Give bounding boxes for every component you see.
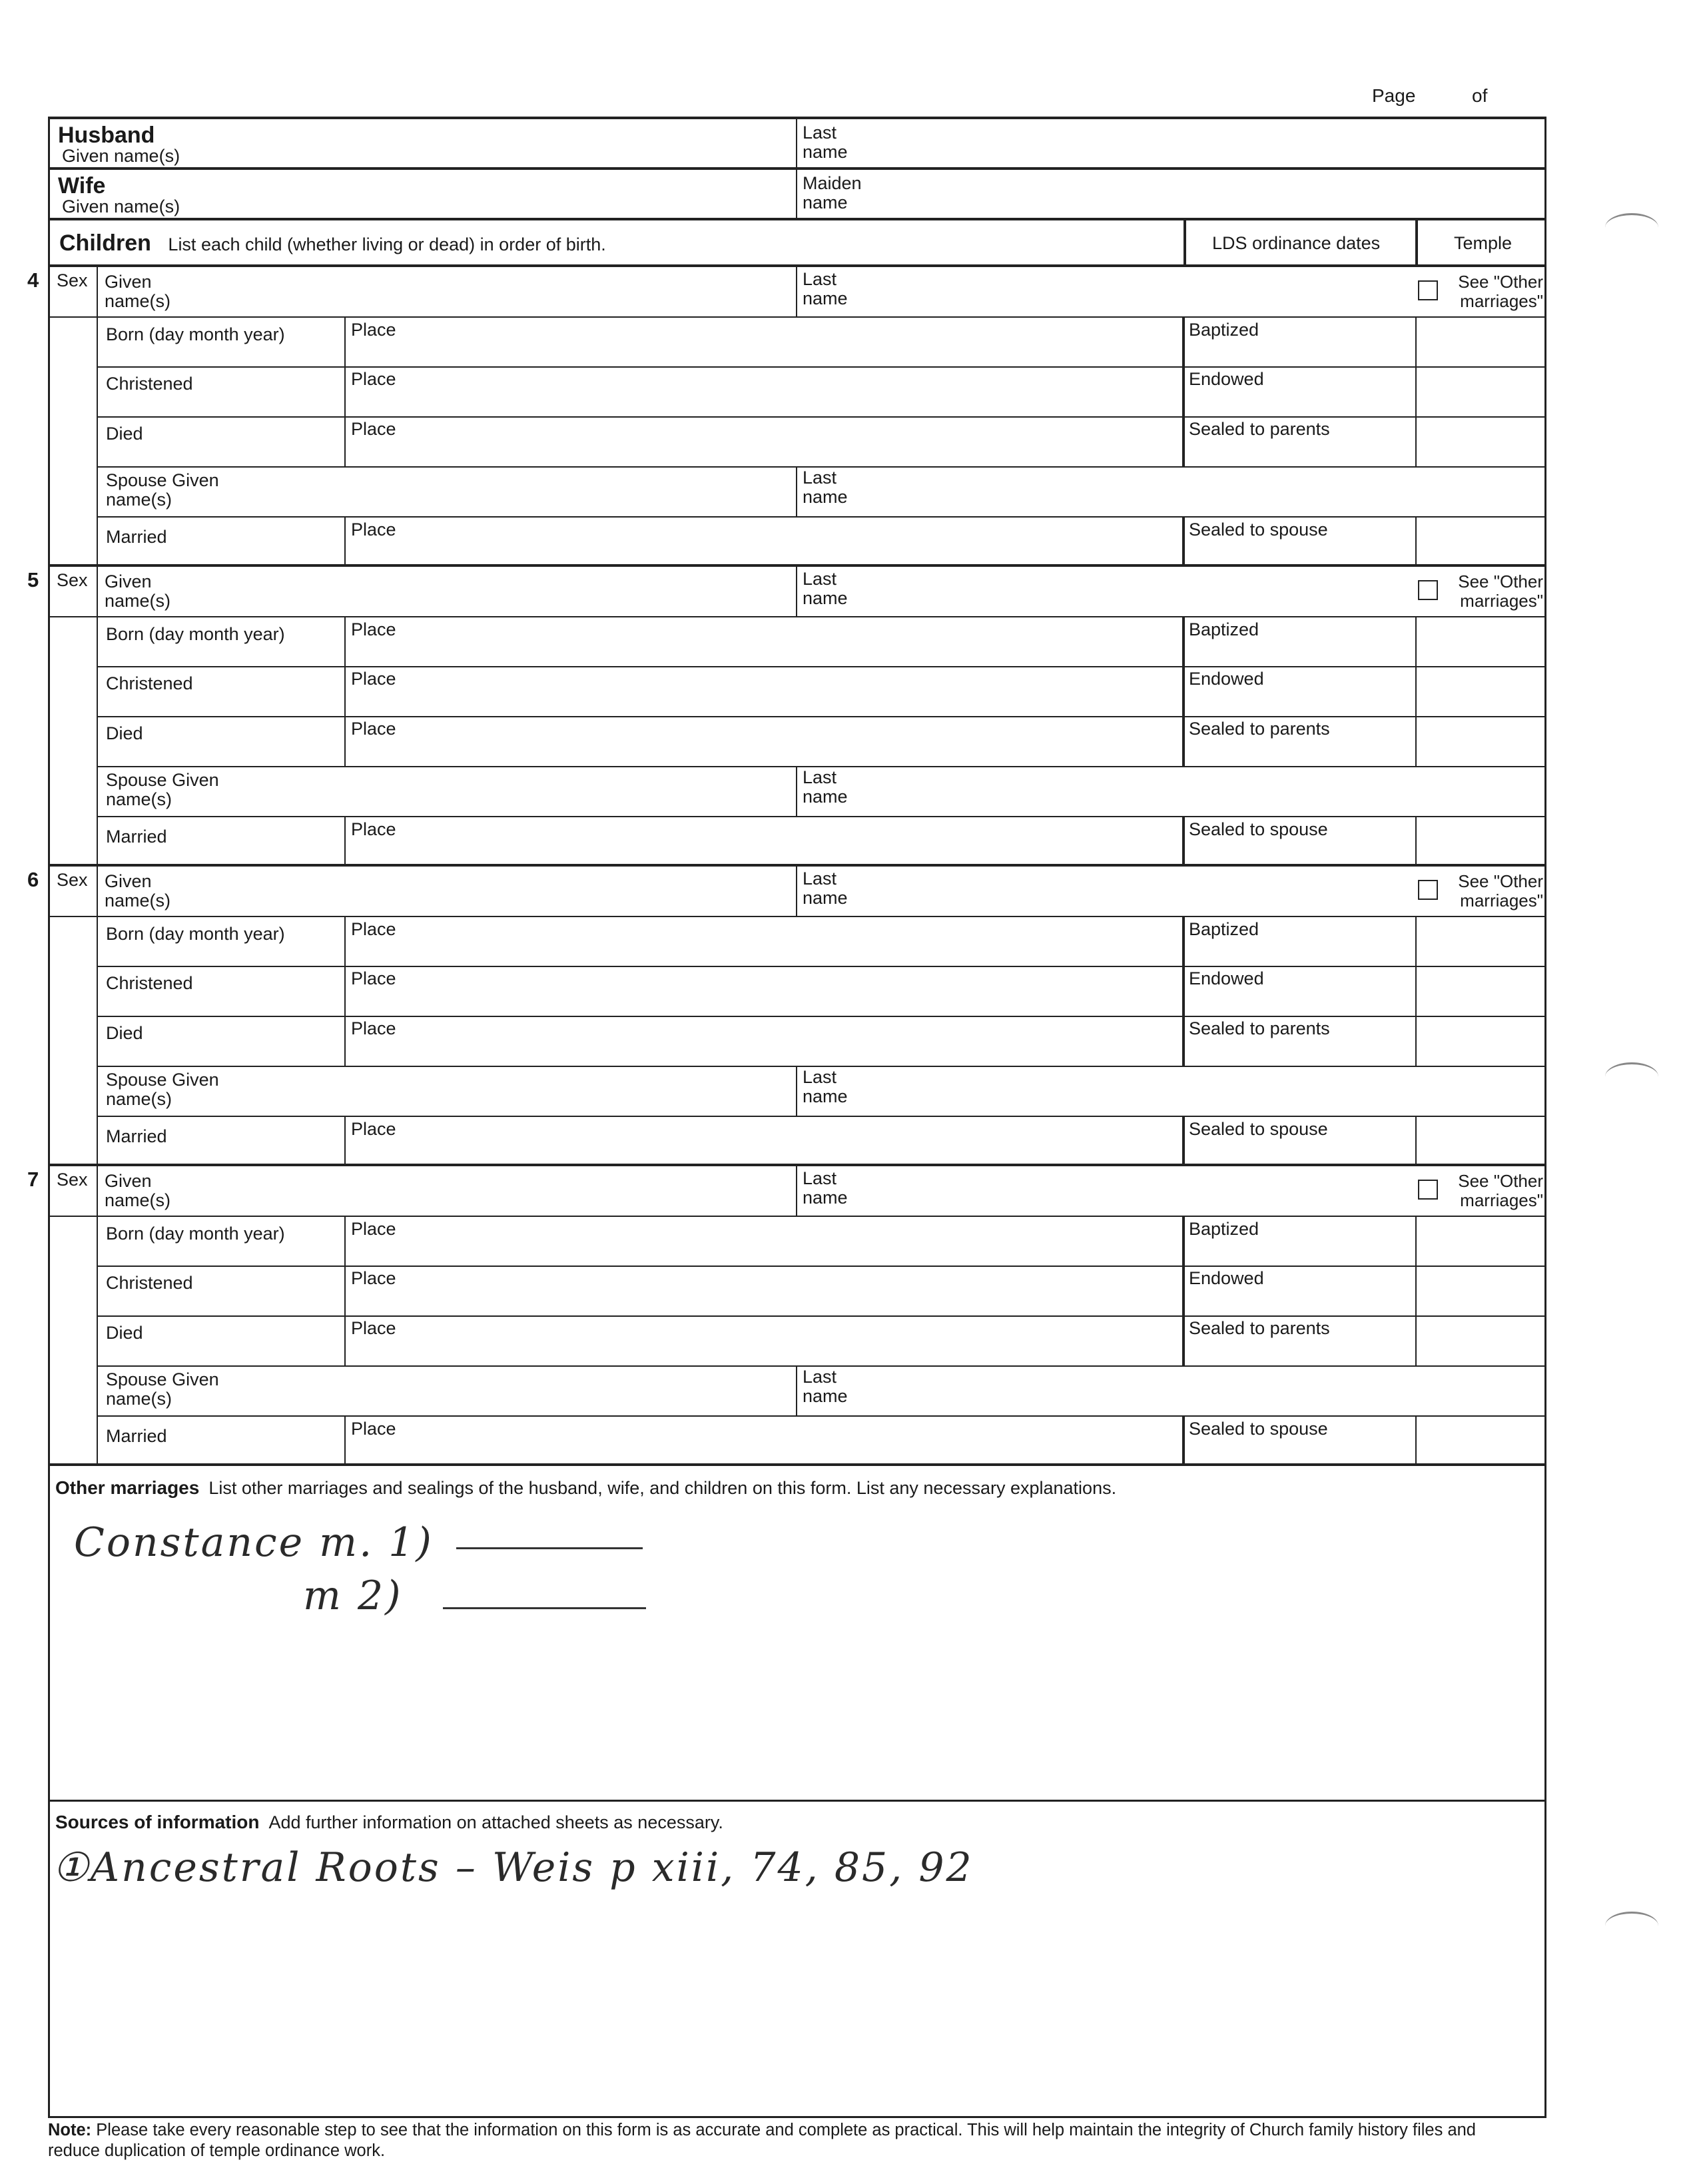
sex-label[interactable]: Sex — [57, 570, 88, 590]
died-label[interactable]: Died — [106, 723, 143, 743]
husband-row — [48, 117, 1546, 167]
born-place-label[interactable]: Place — [351, 320, 396, 340]
endowed-label[interactable]: Endowed — [1189, 1268, 1264, 1288]
husband-given-label[interactable]: Given name(s) — [62, 146, 180, 166]
other-marriages-checkbox[interactable] — [1418, 1180, 1438, 1200]
wife-title: Wife — [58, 173, 106, 198]
married-label[interactable]: Married — [106, 527, 167, 547]
endowed-label[interactable]: Endowed — [1189, 369, 1264, 389]
baptized-label[interactable]: Baptized — [1189, 619, 1259, 639]
christened-place-label[interactable]: Place — [351, 968, 396, 988]
endowed-label[interactable]: Endowed — [1189, 669, 1264, 689]
husband-last-label[interactable]: Last name — [803, 123, 848, 162]
married-place-label[interactable]: Place — [351, 520, 396, 540]
see-other-marriages-label: See "Other marriages" — [1458, 1171, 1543, 1210]
wife-row — [48, 167, 1546, 218]
born-label[interactable]: Born (day month year) — [106, 924, 285, 944]
handwritten-other-marriage-2: m 2) — [303, 1573, 403, 1619]
died-place-label[interactable]: Place — [351, 719, 396, 739]
family-group-form — [27, 117, 1546, 2118]
binder-mark — [1605, 1062, 1658, 1091]
lds-ordinance-label: LDS ordinance dates — [1212, 233, 1381, 253]
children-title-wrap — [59, 231, 606, 255]
husband-title: Husband — [58, 123, 155, 148]
died-label[interactable]: Died — [106, 424, 143, 444]
child-block — [27, 264, 1546, 564]
sealed-to-spouse-label[interactable]: Sealed to spouse — [1189, 1419, 1328, 1439]
christened-label[interactable]: Christened — [106, 374, 193, 394]
christened-place-label[interactable]: Place — [351, 1268, 396, 1288]
married-place-label[interactable]: Place — [351, 1119, 396, 1139]
child-number: 5 — [27, 568, 39, 591]
children-header — [48, 218, 1546, 264]
married-label[interactable]: Married — [106, 1126, 167, 1146]
sealed-to-parents-label[interactable]: Sealed to parents — [1189, 1018, 1330, 1038]
spouse-last-label[interactable]: Last name — [803, 1367, 848, 1406]
married-place-label[interactable]: Place — [351, 819, 396, 839]
born-place-label[interactable]: Place — [351, 619, 396, 639]
baptized-label[interactable]: Baptized — [1189, 320, 1259, 340]
sex-label[interactable]: Sex — [57, 270, 88, 290]
note-label: Note: — [48, 2121, 92, 2139]
sealed-to-parents-label[interactable]: Sealed to parents — [1189, 419, 1330, 439]
christened-label[interactable]: Christened — [106, 973, 193, 993]
other-marriages-checkbox[interactable] — [1418, 580, 1438, 600]
wife-maiden-label[interactable]: Maiden name — [803, 173, 862, 212]
of-label: of — [1472, 85, 1488, 106]
sex-label[interactable]: Sex — [57, 1170, 88, 1190]
born-label[interactable]: Born (day month year) — [106, 1224, 285, 1244]
sealed-to-parents-label[interactable]: Sealed to parents — [1189, 1318, 1330, 1338]
sealed-to-parents-label[interactable]: Sealed to parents — [1189, 719, 1330, 739]
page-number-header — [1372, 85, 1488, 107]
child-last-label[interactable]: Last name — [803, 869, 848, 908]
child-given-label[interactable]: Given name(s) — [105, 871, 171, 910]
page-label: Page — [1372, 85, 1416, 106]
sources-header — [55, 1812, 723, 1832]
born-place-label[interactable]: Place — [351, 919, 396, 939]
spouse-given-label[interactable]: Spouse Given name(s) — [106, 1369, 219, 1409]
child-given-label[interactable]: Given name(s) — [105, 571, 171, 611]
spouse-last-label[interactable]: Last name — [803, 468, 848, 507]
spouse-given-label[interactable]: Spouse Given name(s) — [106, 770, 219, 809]
christened-place-label[interactable]: Place — [351, 369, 396, 389]
see-other-marriages-label: See "Other marriages" — [1458, 871, 1543, 910]
sources-title: Sources of information — [55, 1812, 260, 1832]
sealed-to-spouse-label[interactable]: Sealed to spouse — [1189, 520, 1328, 540]
spouse-last-label[interactable]: Last name — [803, 1067, 848, 1106]
children-instruction: List each child (whether living or dead) in order of birth. — [168, 234, 606, 254]
sources-section — [48, 1800, 1546, 2118]
died-place-label[interactable]: Place — [351, 419, 396, 439]
spouse-given-label[interactable]: Spouse Given name(s) — [106, 1070, 219, 1109]
children-title: Children — [59, 230, 151, 256]
christened-label[interactable]: Christened — [106, 673, 193, 693]
child-number: 4 — [27, 268, 39, 292]
sealed-to-spouse-label[interactable]: Sealed to spouse — [1189, 819, 1328, 839]
see-other-marriages-label: See "Other marriages" — [1458, 272, 1543, 311]
other-marriages-title: Other marriages — [55, 1477, 200, 1498]
spouse-given-label[interactable]: Spouse Given name(s) — [106, 470, 219, 510]
married-place-label[interactable]: Place — [351, 1419, 396, 1439]
child-block — [27, 1164, 1546, 1463]
handwritten-underline-2 — [443, 1607, 646, 1609]
sources-instruction: Add further information on attached sheets as necessary. — [268, 1812, 723, 1832]
other-marriages-checkbox[interactable] — [1418, 280, 1438, 300]
baptized-label[interactable]: Baptized — [1189, 1219, 1259, 1239]
child-last-label[interactable]: Last name — [803, 569, 848, 608]
child-given-label[interactable]: Given name(s) — [105, 272, 171, 311]
christened-label[interactable]: Christened — [106, 1273, 193, 1293]
child-given-label[interactable]: Given name(s) — [105, 1171, 171, 1210]
other-marriages-section — [48, 1463, 1546, 1800]
child-number: 7 — [27, 1168, 39, 1191]
other-marriages-header — [55, 1478, 1116, 1498]
died-label[interactable]: Died — [106, 1023, 143, 1043]
sex-label[interactable]: Sex — [57, 870, 88, 890]
born-label[interactable]: Born (day month year) — [106, 324, 285, 344]
died-place-label[interactable]: Place — [351, 1018, 396, 1038]
wife-given-label[interactable]: Given name(s) — [62, 196, 180, 216]
baptized-label[interactable]: Baptized — [1189, 919, 1259, 939]
christened-place-label[interactable]: Place — [351, 669, 396, 689]
born-label[interactable]: Born (day month year) — [106, 624, 285, 644]
child-last-label[interactable]: Last name — [803, 1168, 848, 1208]
footer-note — [48, 2120, 1526, 2161]
handwritten-underline-1 — [456, 1547, 643, 1549]
temple-label: Temple — [1454, 233, 1513, 253]
children-list — [27, 264, 1546, 1463]
child-last-label[interactable]: Last name — [803, 269, 848, 308]
handwritten-other-marriage-1: Constance m. 1) — [74, 1519, 434, 1566]
other-marriages-checkbox[interactable] — [1418, 880, 1438, 900]
see-other-marriages-label: See "Other marriages" — [1458, 571, 1543, 611]
note-text: Please take every reasonable step to see that the information on this form is as accurate and complete as practical. This will help maintain the integrity of Church family history files and reduce duplication of temple ordinance work. — [48, 2121, 1476, 2160]
other-marriages-instruction: List other marriages and sealings of the husband, wife, and children on this form. List any necessary explanations. — [208, 1478, 1117, 1498]
child-number: 6 — [27, 868, 39, 891]
binder-mark — [1605, 213, 1658, 242]
married-label[interactable]: Married — [106, 827, 167, 847]
died-place-label[interactable]: Place — [351, 1318, 396, 1338]
sealed-to-spouse-label[interactable]: Sealed to spouse — [1189, 1119, 1328, 1139]
child-block — [27, 564, 1546, 864]
died-label[interactable]: Died — [106, 1323, 143, 1343]
spouse-last-label[interactable]: Last name — [803, 767, 848, 807]
handwritten-source: ①Ancestral Roots – Weis p xiii, 74, 85, 92 — [53, 1844, 974, 1891]
married-label[interactable]: Married — [106, 1426, 167, 1446]
binder-mark — [1605, 1912, 1658, 1940]
child-block — [27, 864, 1546, 1164]
endowed-label[interactable]: Endowed — [1189, 968, 1264, 988]
born-place-label[interactable]: Place — [351, 1219, 396, 1239]
